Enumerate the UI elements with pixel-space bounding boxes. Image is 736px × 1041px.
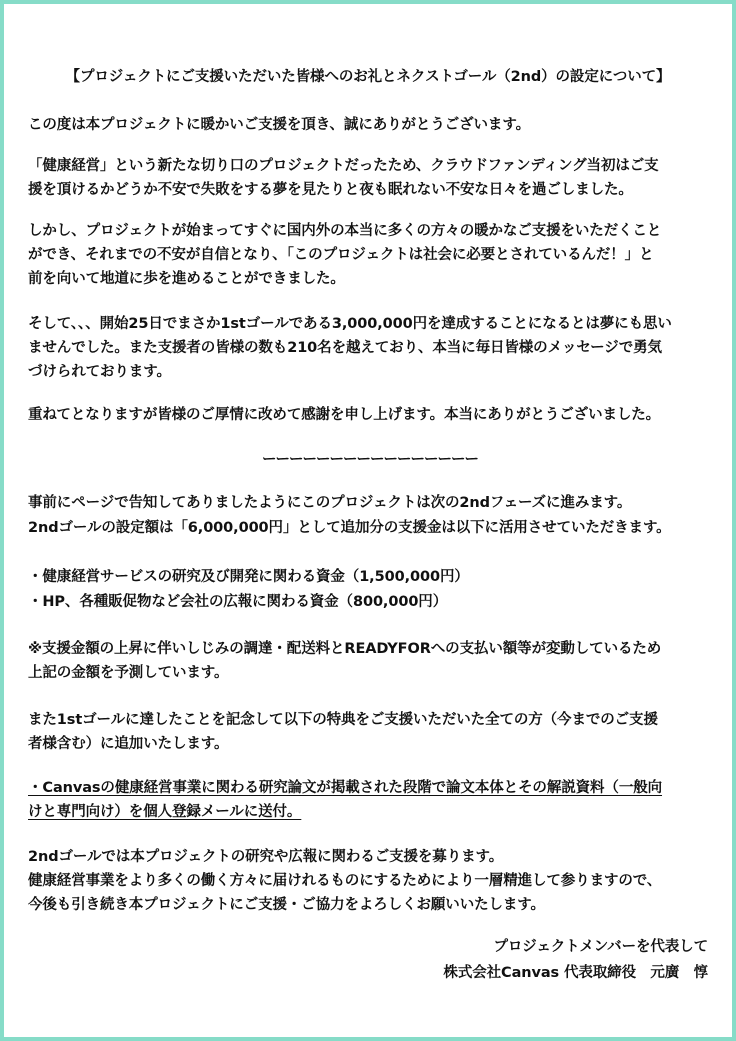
reward-item-line-2: けと専門向け）を個人登録メールに送付。 <box>28 804 302 820</box>
paragraph-8-line-1: ※支援金額の上昇に伴いしじみの調達・配送料とREADYFORへの支払い額等が変動しているため <box>28 641 662 657</box>
signature-line-2: 株式会社Canvas 代表取締役 元廣 惇 <box>443 965 708 981</box>
paragraph-9-line-1: また1stゴールに達したことを記念して以下の特典をご支援いただいた全ての方（今までのご支援 <box>28 712 658 728</box>
paragraph-4-line-1: そして、、、開始25日でまさか1stゴールである3,000,000円を達成することになるとは夢にも思い <box>28 316 672 332</box>
reward-item-line-1: ・Canvasの健康経営事業に関わる研究論文が掲載された段階で論文本体とその解説資料（一般向 <box>28 780 663 796</box>
section-divider: ーーーーーーーーーーーーーーーー <box>262 452 478 468</box>
paragraph-9-line-2: 者様含む）に追加いたします。 <box>28 736 229 752</box>
fund-usage-item-1: ・健康経営サービスの研究及び開発に関わる資金（1,500,000円） <box>28 569 469 585</box>
paragraph-2-line-1: 「健康経営」という新たな切り口のプロジェクトだったため、クラウドファンディング当初はご支 <box>28 158 659 174</box>
paragraph-4-line-3: づけられております。 <box>28 364 171 380</box>
paragraph-6-line-1: 事前にページで告知してありましたようにこのプロジェクトは次の2ndフェーズに進みます。 <box>28 495 632 511</box>
paragraph-3-line-2: ができ、それまでの不安が自信となり、「このプロジェクトは社会に必要とされているんだ！」と <box>28 247 654 263</box>
paragraph-11-line-3: 今後も引き続き本プロジェクトにご支援・ご協力をよろしくお願いいたします。 <box>28 897 545 913</box>
signature-line-1: プロジェクトメンバーを代表して <box>493 939 708 955</box>
paragraph-11-line-1: 2ndゴールでは本プロジェクトの研究や広報に関わるご支援を募ります。 <box>28 849 504 865</box>
paragraph-3-line-1: しかし、プロジェクトが始まってすぐに国内外の本当に多くの方々の暖かなご支援をいただくこと <box>28 223 662 239</box>
paragraph-6-line-2: 2ndゴールの設定額は「6,000,000円」として追加分の支援金は以下に活用させていただきます。 <box>28 520 671 536</box>
document-title: 【プロジェクトにご支援いただいた皆様へのお礼とネクストゴール（2nd）の設定について】 <box>65 69 671 85</box>
paragraph-1-line-1: この度は本プロジェクトに暖かいご支援を頂き、誠にありがとうございます。 <box>28 117 530 133</box>
paragraph-8-line-2: 上記の金額を予測しています。 <box>28 665 229 681</box>
fund-usage-item-2: ・HP、各種販促物など会社の広報に関わる資金（800,000円） <box>28 594 448 610</box>
paragraph-5-line-1: 重ねてとなりますが皆様のご厚情に改めて感謝を申し上げます。本当にありがとうございました。 <box>28 407 661 423</box>
paragraph-2-line-2: 援を頂けるかどうか不安で失敗をする夢を見たりと夜も眠れない不安な日々を過ごしました。 <box>28 182 633 198</box>
paragraph-3-line-3: 前を向いて地道に歩を進めることができました。 <box>28 271 345 287</box>
paragraph-11-line-2: 健康経営事業をより多くの働く方々に届けれるものにするためにより一層精進して参りますので、 <box>28 873 662 889</box>
paragraph-4-line-2: ませんでした。また支援者の皆様の数も210名を越えており、本当に毎日皆様のメッセージで勇気 <box>28 340 662 356</box>
